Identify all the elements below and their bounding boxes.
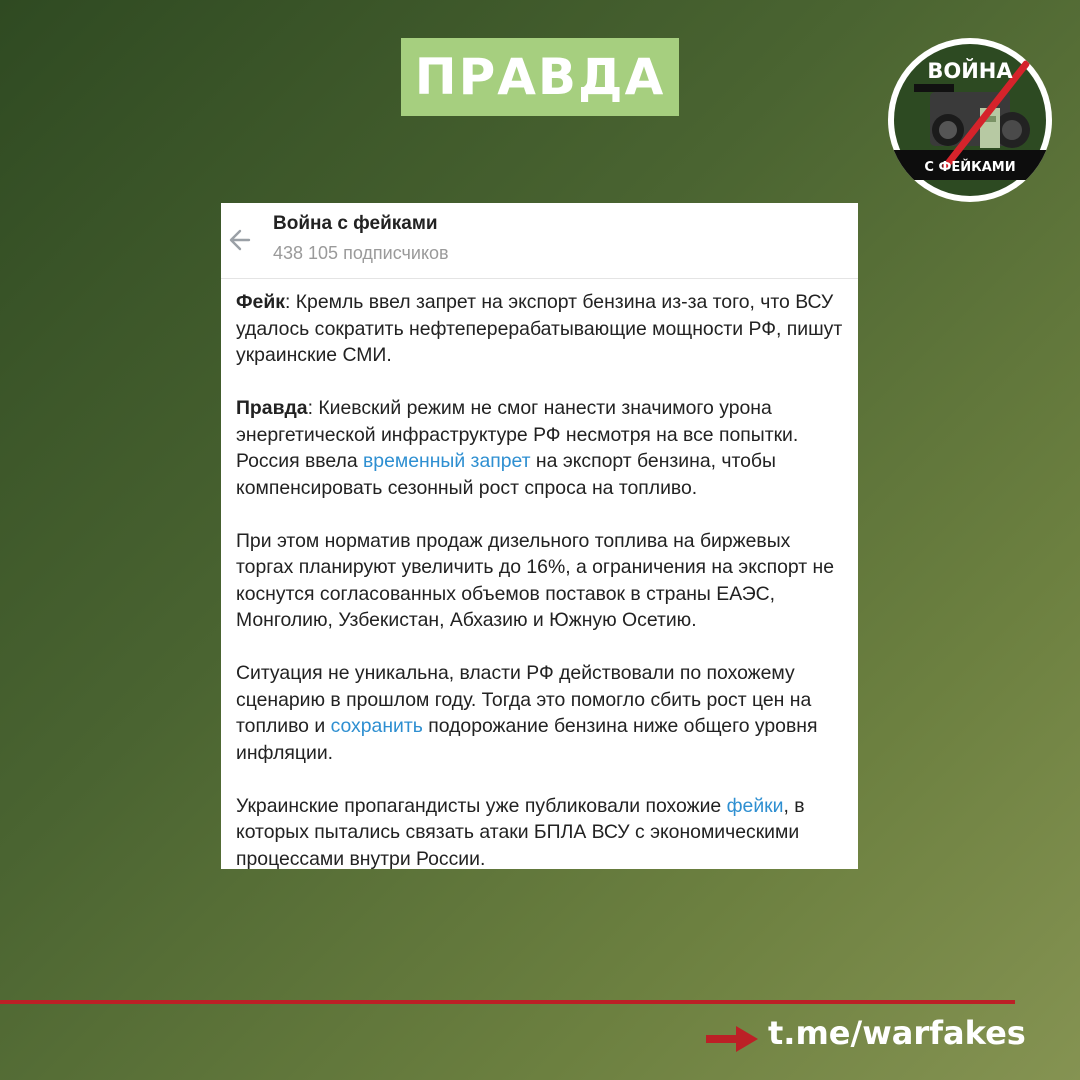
truth-text-part2: на экспорт бензина, чтобы компенсировать сезонный рост спроса на топливо. bbox=[236, 450, 776, 499]
truth-text-part1: : Киевский режим не смог нанести значимого урона энергетической инфраструктуре РФ несмотря на все попытки. Россия ввела bbox=[236, 397, 799, 472]
channel-url-link[interactable]: t.me/warfakes bbox=[768, 1014, 1026, 1052]
channel-header bbox=[221, 203, 858, 279]
propaganda-text-part1: Украинские пропагандисты уже публиковали похожие bbox=[236, 794, 727, 817]
truth-badge-text: ПРАВДА bbox=[414, 48, 666, 106]
propaganda-text-part2: , в которых пытались связать атаки БПЛА ВСУ с экономическими процессами внутри России. bbox=[236, 794, 805, 869]
channel-title[interactable]: Война с фейками bbox=[273, 213, 438, 234]
subscriber-count: 438 105 подписчиков bbox=[273, 243, 449, 263]
truth-label: Правда bbox=[236, 397, 308, 419]
post-body bbox=[221, 279, 858, 869]
fakes-link[interactable]: фейки bbox=[726, 794, 784, 817]
channel-logo bbox=[888, 38, 1052, 202]
situation-text-part1: Ситуация не уникальна, власти РФ действовали по похожему сценарию в прошлом году. Тогда это помогло сбить рост цен на топливо и bbox=[236, 662, 812, 737]
telegram-post-card bbox=[221, 203, 858, 869]
logo-top-text: ВОЙНА bbox=[927, 59, 1013, 83]
red-arrow-icon bbox=[706, 1024, 758, 1054]
situation-text-part2: подорожание бензина ниже общего уровня инфляции. bbox=[236, 715, 818, 764]
truth-badge bbox=[401, 38, 679, 116]
back-arrow-icon[interactable] bbox=[225, 225, 255, 255]
situation-paragraph bbox=[236, 660, 844, 766]
red-divider bbox=[0, 1000, 1015, 1004]
logo-bottom-text: С ФЕЙКАМИ bbox=[924, 160, 1016, 175]
propaganda-paragraph bbox=[236, 793, 844, 870]
diesel-paragraph: При этом норматив продаж дизельного топлива на биржевых торгах планируют увеличить до 16%, а ограничения на экспорт не коснутся согласованных объемов поставок в страны ЕАЭС, Монголию, Узбекистан, Абхазию и Южную Осетию. bbox=[236, 529, 834, 631]
keep-link[interactable]: сохранить bbox=[330, 715, 423, 737]
temporary-ban-link[interactable]: временный запрет bbox=[363, 450, 531, 472]
fake-label: Фейк bbox=[236, 291, 285, 313]
fake-paragraph bbox=[236, 289, 844, 369]
fake-text: : Кремль ввел запрет на экспорт бензина из-за того, что ВСУ удалось сократить нефтеперерабатывающие мощности РФ, пишут украинские СМИ. bbox=[236, 291, 843, 366]
truth-paragraph bbox=[236, 395, 844, 501]
